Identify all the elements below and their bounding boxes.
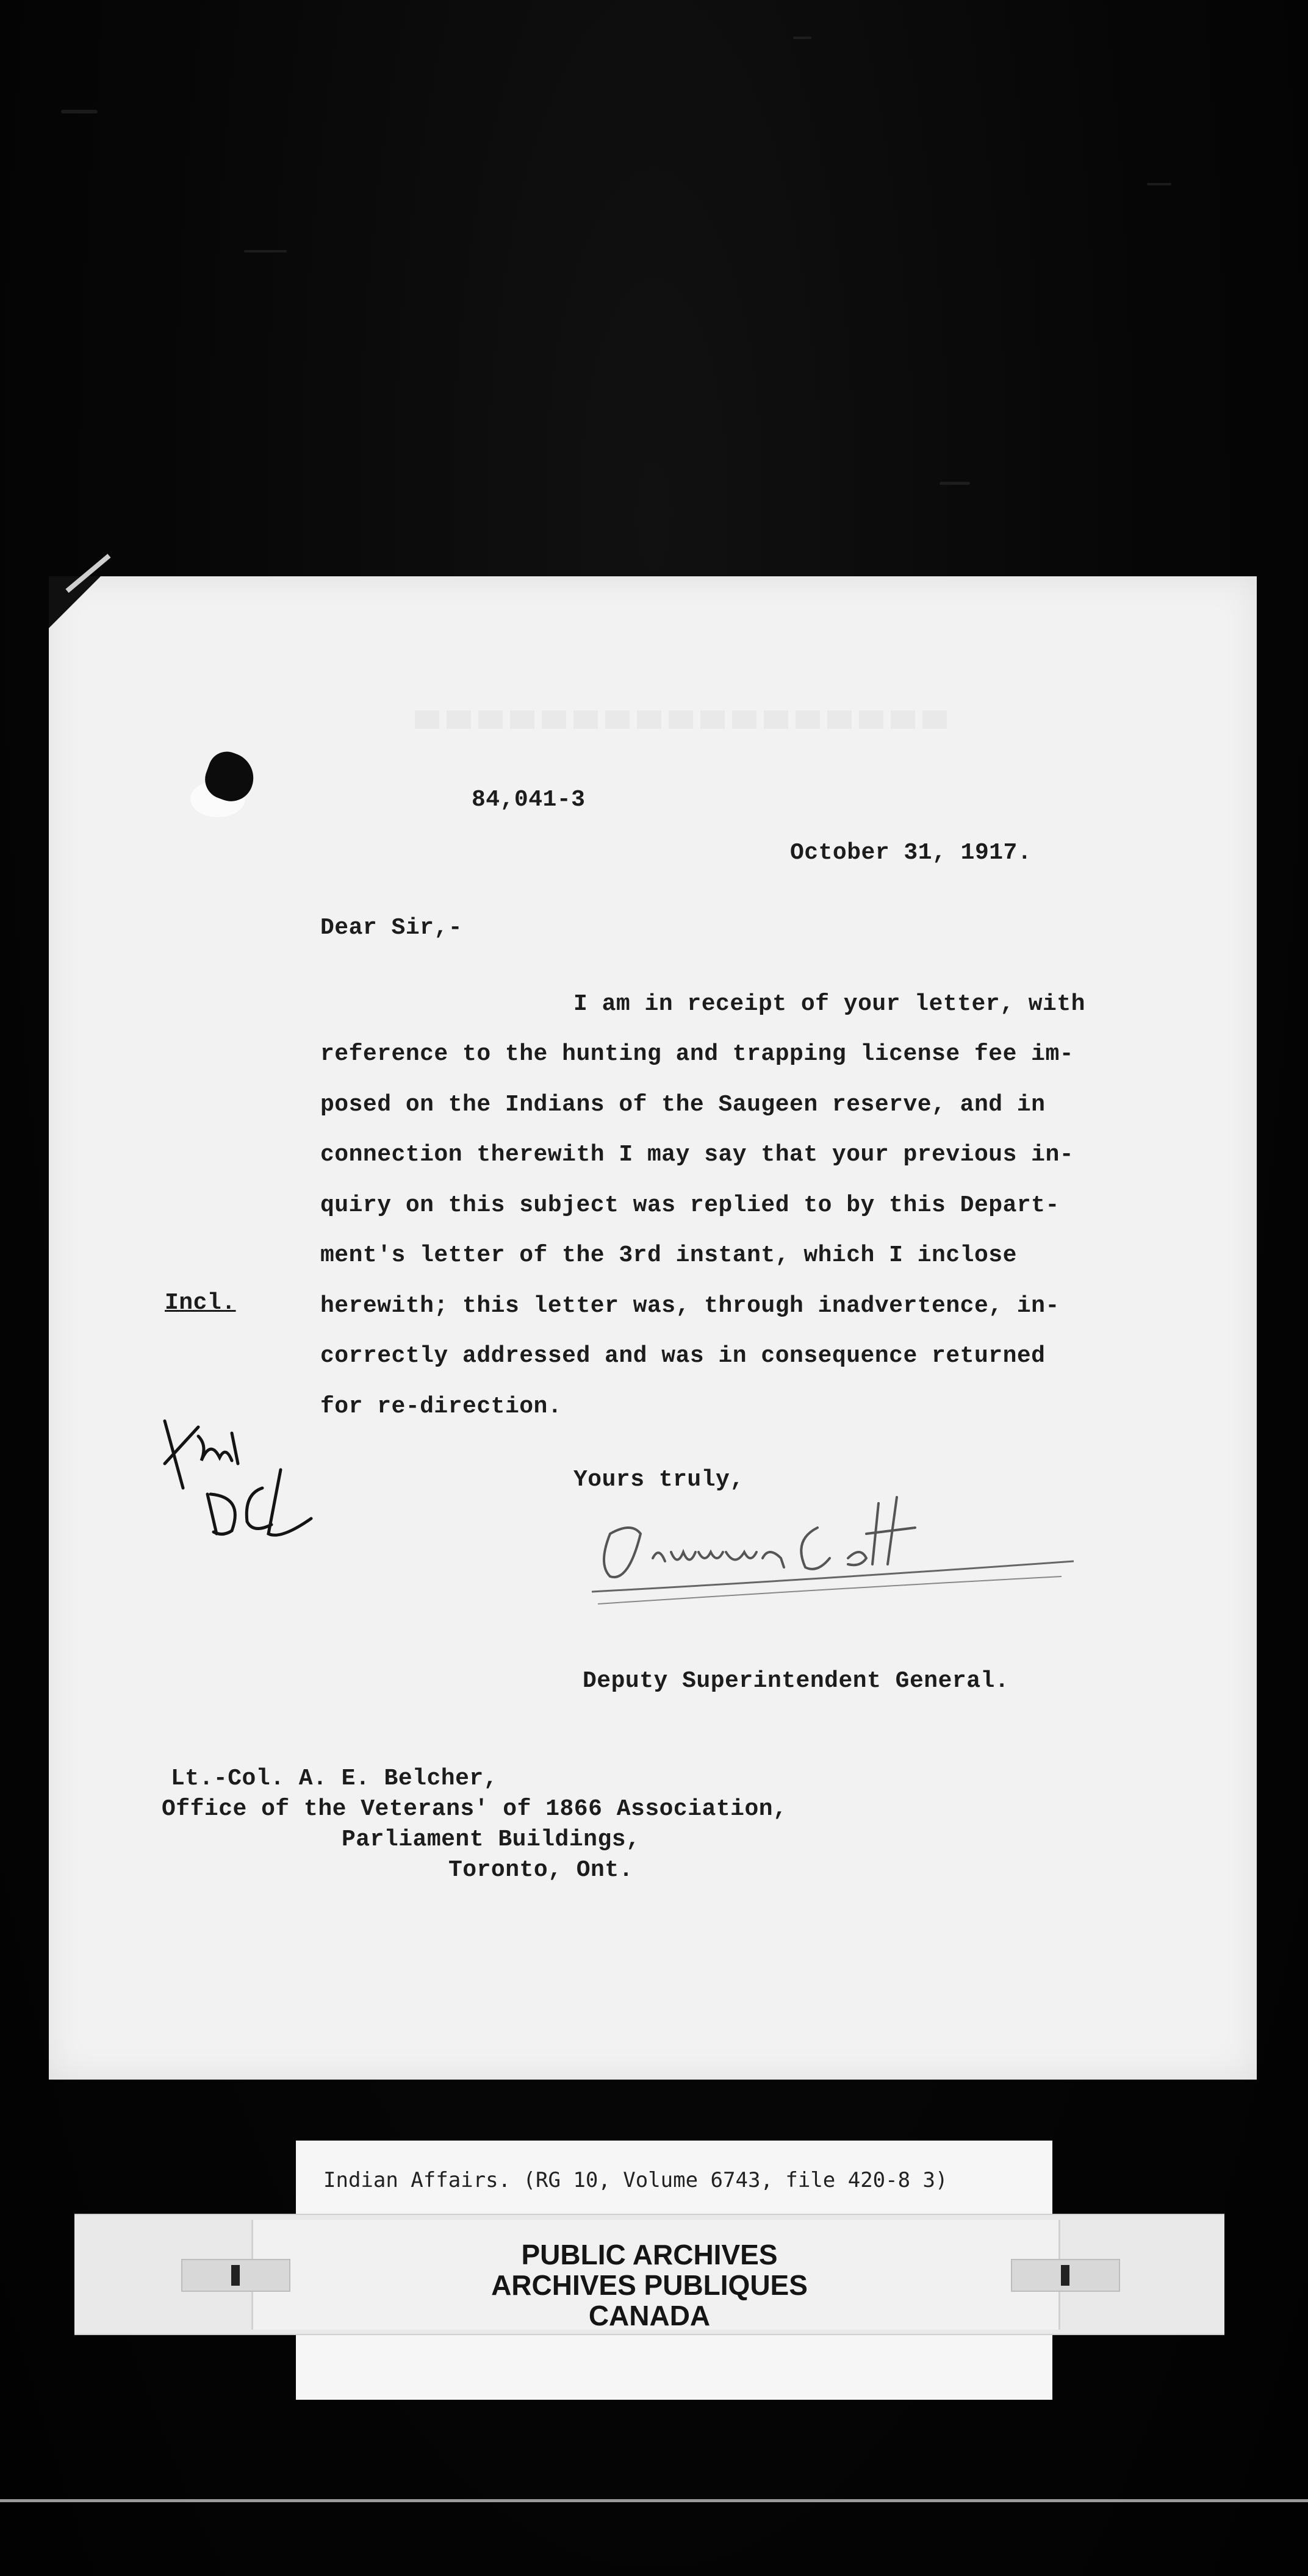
stamp-line: ARCHIVES PUBLIQUES: [491, 2269, 808, 2301]
film-scratch: [61, 110, 98, 113]
salutation: Dear Sir,-: [320, 915, 463, 941]
enclosure-note: Incl.: [165, 1290, 236, 1316]
archive-stamp: [74, 2239, 1224, 2331]
address-line: Parliament Buildings,: [342, 1826, 641, 1853]
body-line: I am in receipt of your letter, with: [573, 991, 1085, 1017]
film-scratch: [940, 482, 970, 485]
body-line: posed on the Indians of the Saugeen reserve, and in: [320, 1092, 1046, 1118]
address-line: Toronto, Ont.: [448, 1857, 633, 1883]
file-number: 84,041-3: [472, 787, 586, 813]
signature: [573, 1461, 1123, 1619]
body-line: connection therewith I may say that your previous in-: [320, 1142, 1074, 1168]
body-line: reference to the hunting and trapping license fee im-: [320, 1041, 1074, 1067]
film-edge-line: [0, 2499, 1308, 2502]
letter-page: [49, 576, 1257, 2080]
faint-letterhead-bleedthrough: [415, 710, 952, 729]
archive-citation: Indian Affairs. (RG 10, Volume 6743, file 420-8 3): [323, 2168, 948, 2192]
body-line: correctly addressed and was in consequence returned: [320, 1343, 1046, 1369]
handwritten-initials: [140, 1403, 336, 1543]
archive-stamp-band: [74, 2214, 1224, 2335]
film-scratch: [793, 37, 811, 39]
address-line: Office of the Veterans' of 1866 Association,: [162, 1796, 788, 1822]
signer-title: Deputy Superintendent General.: [583, 1668, 1010, 1694]
body-line: herewith; this letter was, through inadvertence, in-: [320, 1293, 1060, 1319]
address-line: Lt.-Col. A. E. Belcher,: [171, 1766, 498, 1792]
body-line: quiry on this subject was replied to by this Depart-: [320, 1192, 1060, 1218]
body-line: for re-direction.: [320, 1394, 562, 1420]
letter-date: October 31, 1917.: [790, 840, 1032, 866]
closing: Yours truly,: [573, 1467, 744, 1493]
stamp-line: CANADA: [588, 2300, 711, 2331]
film-scratch: [1147, 183, 1171, 185]
stamp-line: PUBLIC ARCHIVES: [521, 2239, 778, 2270]
film-scratch: [244, 250, 287, 252]
body-line: ment's letter of the 3rd instant, which I inclose: [320, 1242, 1017, 1268]
